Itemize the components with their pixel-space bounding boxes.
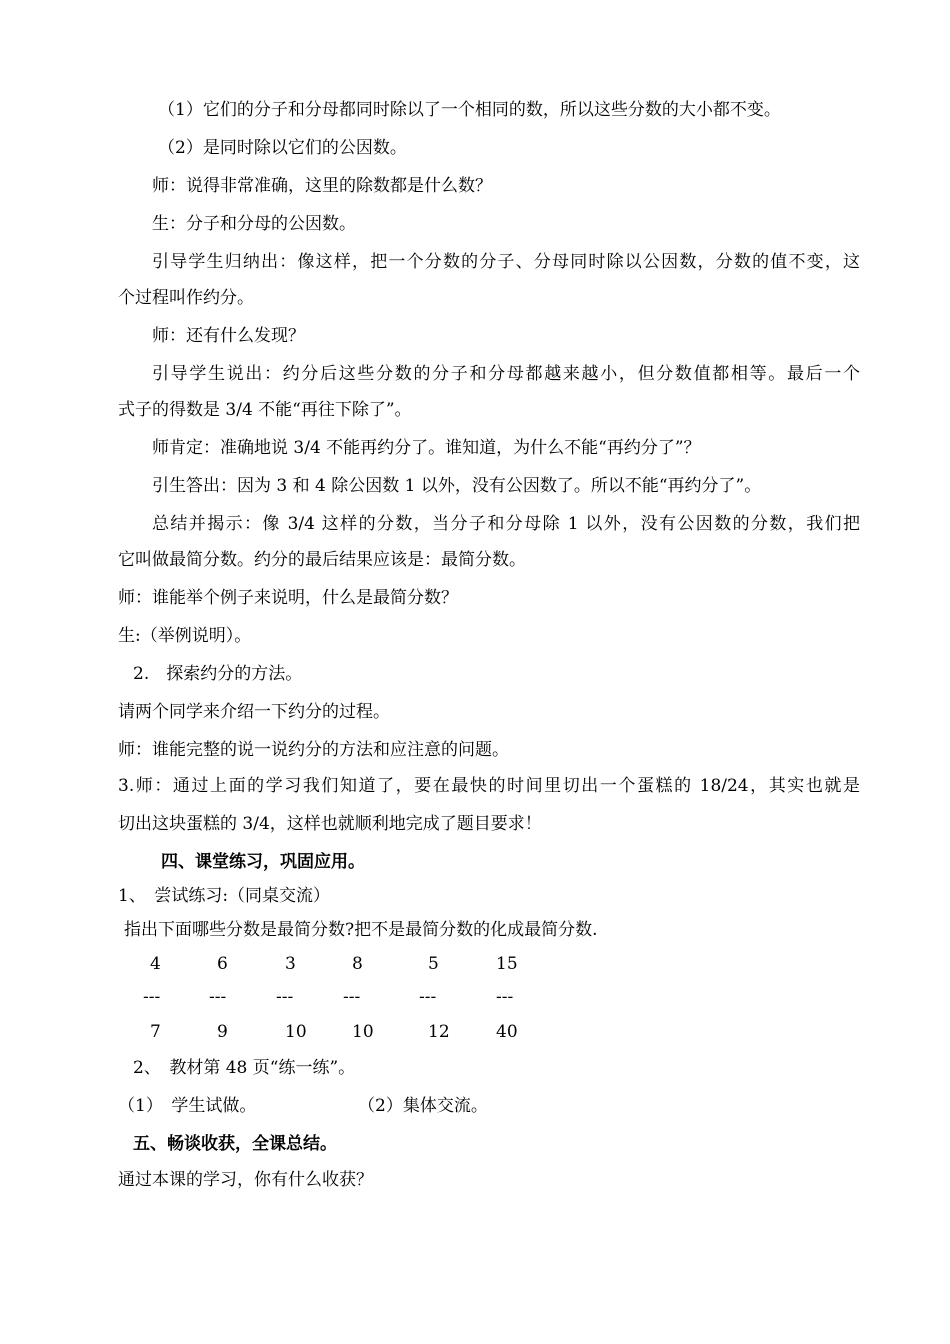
fraction-denominator: 40: [496, 1022, 518, 1042]
section-heading-summary: 五、畅谈收获，全课总结。: [133, 1134, 337, 1154]
fraction-denominator: 9: [217, 1022, 228, 1042]
fraction-denominator: 7: [150, 1022, 161, 1042]
fraction-bar: ---: [496, 987, 514, 1007]
fraction-numerator: 15: [496, 954, 518, 974]
fraction-bar: ---: [343, 987, 361, 1007]
paragraph-student-try: （1） 学生试做。: [118, 1096, 257, 1116]
paragraph-explore-method: 2. 探索约分的方法。: [133, 664, 303, 684]
paragraph-student-example: 生:（举例说明）。: [118, 626, 252, 646]
paragraph-teacher-question: 师：说得非常准确，这里的除数都是什么数？: [152, 176, 492, 196]
fraction-denominator: 10: [352, 1022, 374, 1042]
paragraph-teacher-affirm: 师肯定：准确地说 3/4 不能再约分了。谁知道，为什么不能“再约分了”？: [152, 438, 701, 458]
fraction-denominator: 10: [285, 1022, 307, 1042]
fraction-bar: ---: [419, 987, 437, 1007]
fraction-numerator: 3: [285, 954, 296, 974]
paragraph-cake-line2: 切出这块蛋糕的 3/4，这样也就顺利地完成了题目要求！: [118, 814, 542, 834]
paragraph-cake-line1: 3.师：通过上面的学习我们知道了，要在最快的时间里切出一个蛋糕的 18/24，其实也就是: [118, 776, 860, 796]
paragraph-try-practice: 1、 尝试练习:（同桌交流）: [118, 886, 331, 906]
fraction-denominator: 12: [428, 1022, 450, 1042]
fraction-numerator: 8: [352, 954, 363, 974]
paragraph-guide-line1: 引导学生说出：约分后这些分数的分子和分母都越来越小，但分数值都相等。最后一个: [152, 364, 860, 384]
fraction-bar: ---: [209, 987, 227, 1007]
fraction-numerator: 6: [217, 954, 228, 974]
paragraph-teacher-example: 师：谁能举个例子来说明，什么是最简分数？: [118, 588, 458, 608]
paragraph-teacher-discovery: 师：还有什么发现？: [152, 326, 305, 346]
paragraph-textbook-exercise: 2、 教材第 48 页“练一练”。: [133, 1058, 356, 1078]
paragraph-student-reason: 引生答出：因为 3 和 4 除公因数 1 以外，没有公因数了。所以不能“再约分了”。: [152, 476, 762, 496]
paragraph-summary-line2: 个过程叫作约分。: [118, 288, 254, 308]
paragraph-teacher-method: 师：谁能完整的说一说约分的方法和应注意的问题。: [118, 740, 509, 760]
paragraph-introduce-process: 请两个同学来介绍一下约分的过程。: [118, 702, 390, 722]
paragraph-conclusion-line2: 它叫做最简分数。约分的最后结果应该是：最简分数。: [118, 550, 526, 570]
paragraph-observation-2: （2）是同时除以它们的公因数。: [158, 138, 407, 158]
paragraph-group-exchange: （2）集体交流。: [358, 1096, 488, 1116]
section-heading-practice: 四、课堂练习，巩固应用。: [161, 852, 365, 872]
fraction-numerator: 4: [150, 954, 161, 974]
paragraph-instruction: 指出下面哪些分数是最简分数?把不是最简分数的化成最简分数.: [124, 920, 598, 940]
paragraph-guide-line2: 式子的得数是 3/4 不能“再往下除了”。: [118, 400, 412, 420]
fraction-bar: ---: [143, 987, 161, 1007]
paragraph-summary-line1: 引导学生归纳出：像这样，把一个分数的分子、分母同时除以公因数，分数的值不变，这: [152, 252, 860, 272]
fraction-numerator: 5: [428, 954, 439, 974]
paragraph-observation-1: （1）它们的分子和分母都同时除以了一个相同的数，所以这些分数的大小都不变。: [158, 100, 781, 120]
paragraph-closing-question: 通过本课的学习，你有什么收获？: [118, 1170, 373, 1190]
paragraph-student-answer: 生：分子和分母的公因数。: [152, 214, 356, 234]
fraction-bar: ---: [276, 987, 294, 1007]
paragraph-conclusion-line1: 总结并揭示：像 3/4 这样的分数，当分子和分母除 1 以外，没有公因数的分数，我们把: [152, 514, 860, 534]
